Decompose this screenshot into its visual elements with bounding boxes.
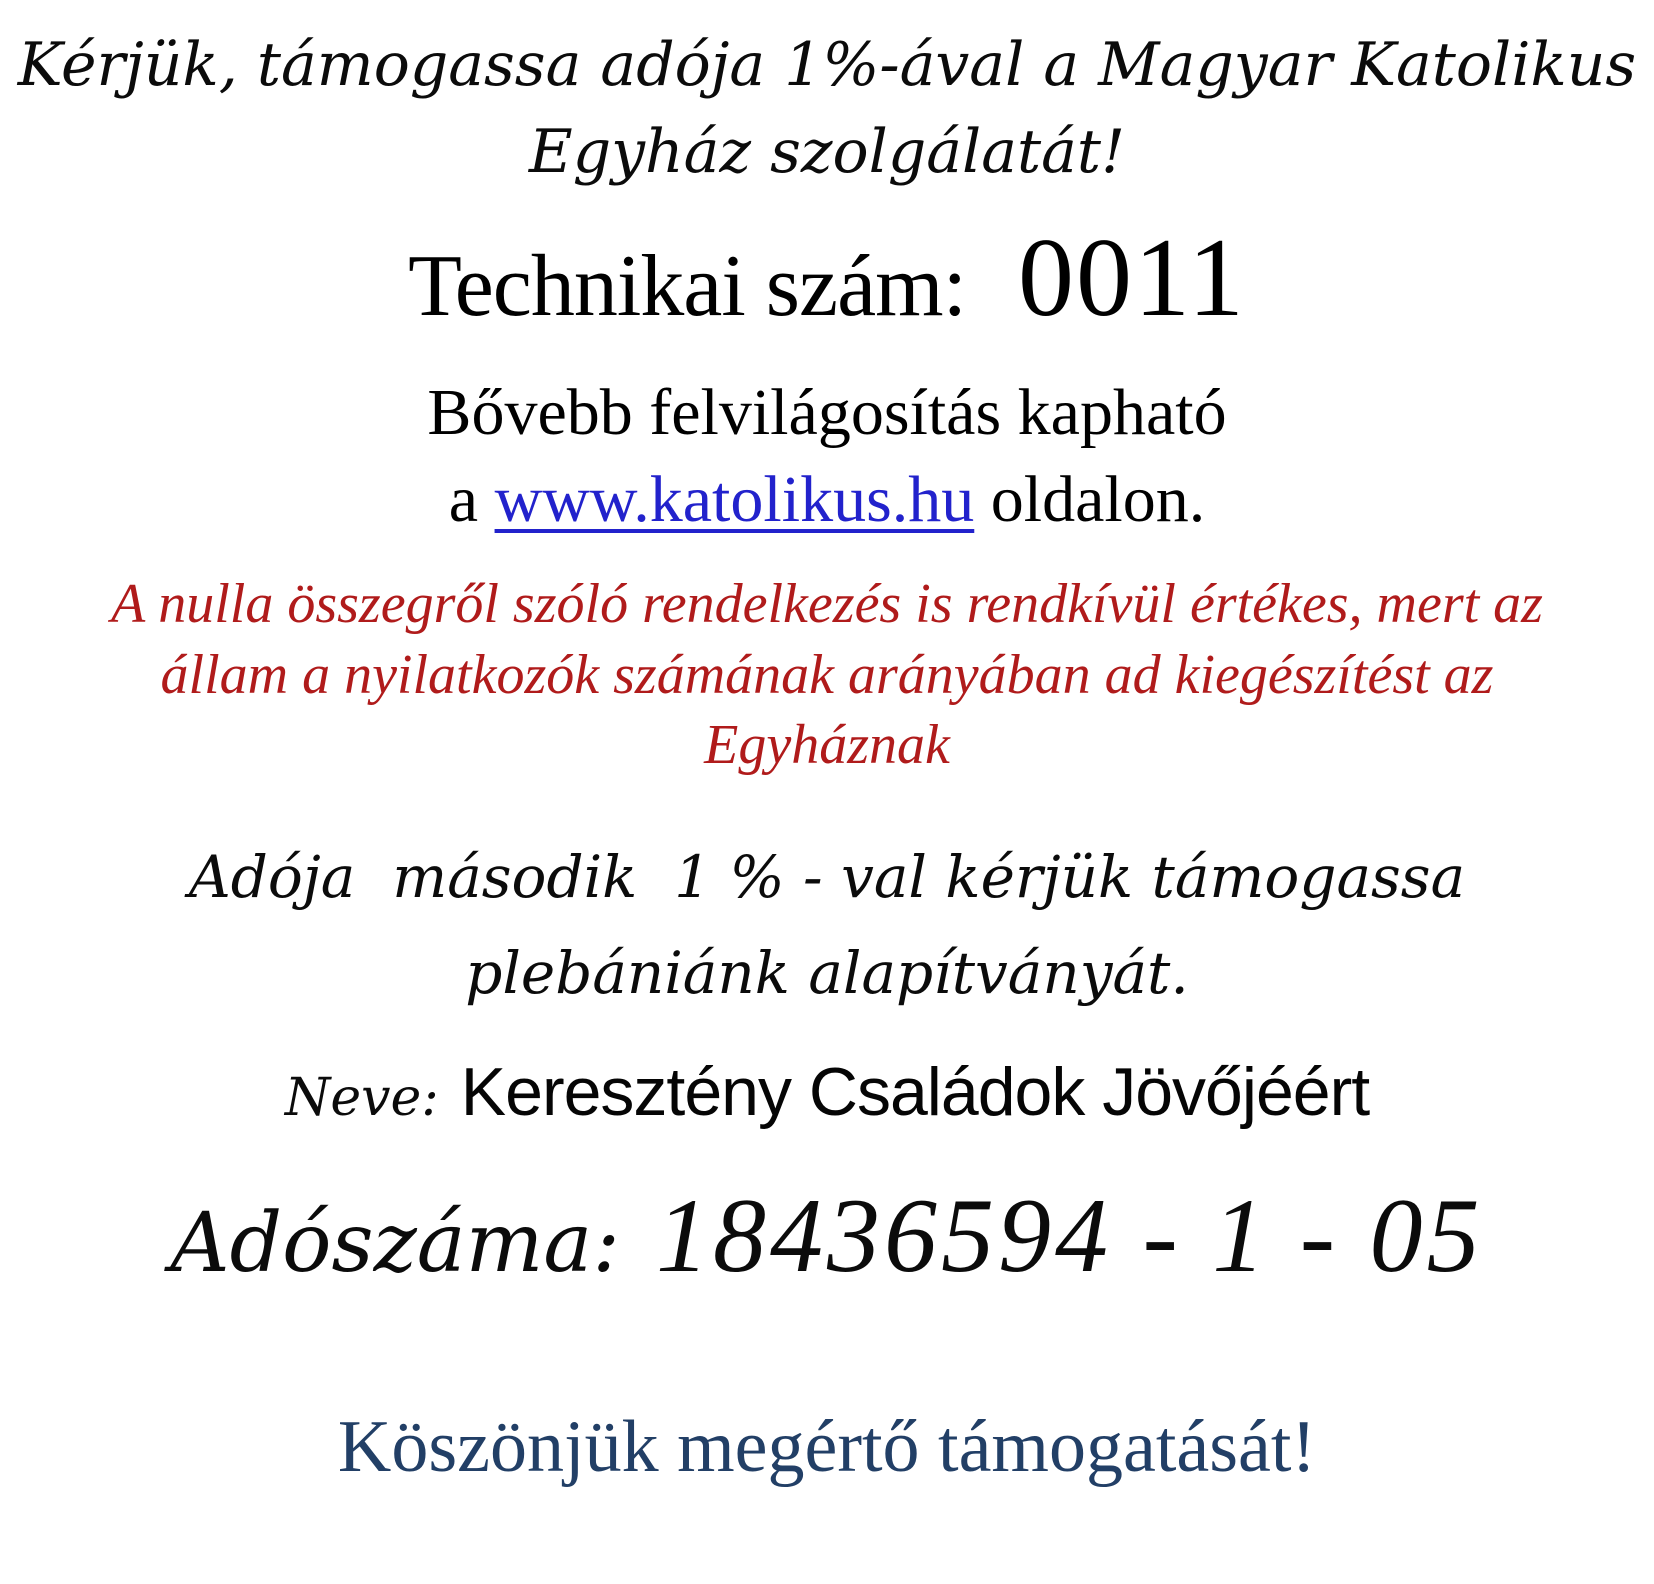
tax-number-line <box>0 1175 1654 1297</box>
thank-you-message: Köszönjük megértő támogatását! <box>337 1405 1317 1488</box>
header-appeal <box>0 22 1654 196</box>
zero-amount-notice <box>0 569 1654 781</box>
header-appeal-line1: Kérjük, támogassa adója 1%-ával a Magyar Katolikus <box>17 30 1637 100</box>
foundation-name-value: Keresztény Családok Jövőjéért <box>460 1053 1370 1130</box>
technical-number-line <box>0 214 1654 343</box>
info-line2 <box>0 456 1654 543</box>
notice-line1: A nulla összegről szóló rendelkezés is rendkívül értékes, mert az <box>111 573 1543 636</box>
info-line2-prefix: a <box>448 463 495 537</box>
foundation-name-line <box>0 1053 1654 1131</box>
info-block <box>0 369 1654 543</box>
technical-number-label: Technikai szám: <box>408 238 967 335</box>
second-percent-appeal-line1: Adója második 1 % - val kérjük támogassa <box>188 842 1466 911</box>
header-appeal-line2: Egyház szolgálatát! <box>528 117 1126 187</box>
foundation-name-label: Neve: <box>284 1067 439 1128</box>
notice-line3: Egyháznak <box>704 714 950 777</box>
second-percent-appeal-line2: plebániánk alapítványát. <box>465 938 1189 1007</box>
katolikus-link[interactable]: www.katolikus.hu <box>494 463 975 537</box>
info-line2-suffix: oldalon. <box>974 463 1206 537</box>
info-line1: Bővebb felvilágosítás kapható <box>427 376 1227 449</box>
tax-number-value: 18436594 - 1 - 05 <box>655 1176 1484 1294</box>
notice-line2: állam a nyilatkozók számának arányában ad kiegészítést az <box>160 643 1494 706</box>
technical-number-value: 0011 <box>1018 216 1246 340</box>
tax-number-label: Adószáma: <box>170 1195 620 1291</box>
